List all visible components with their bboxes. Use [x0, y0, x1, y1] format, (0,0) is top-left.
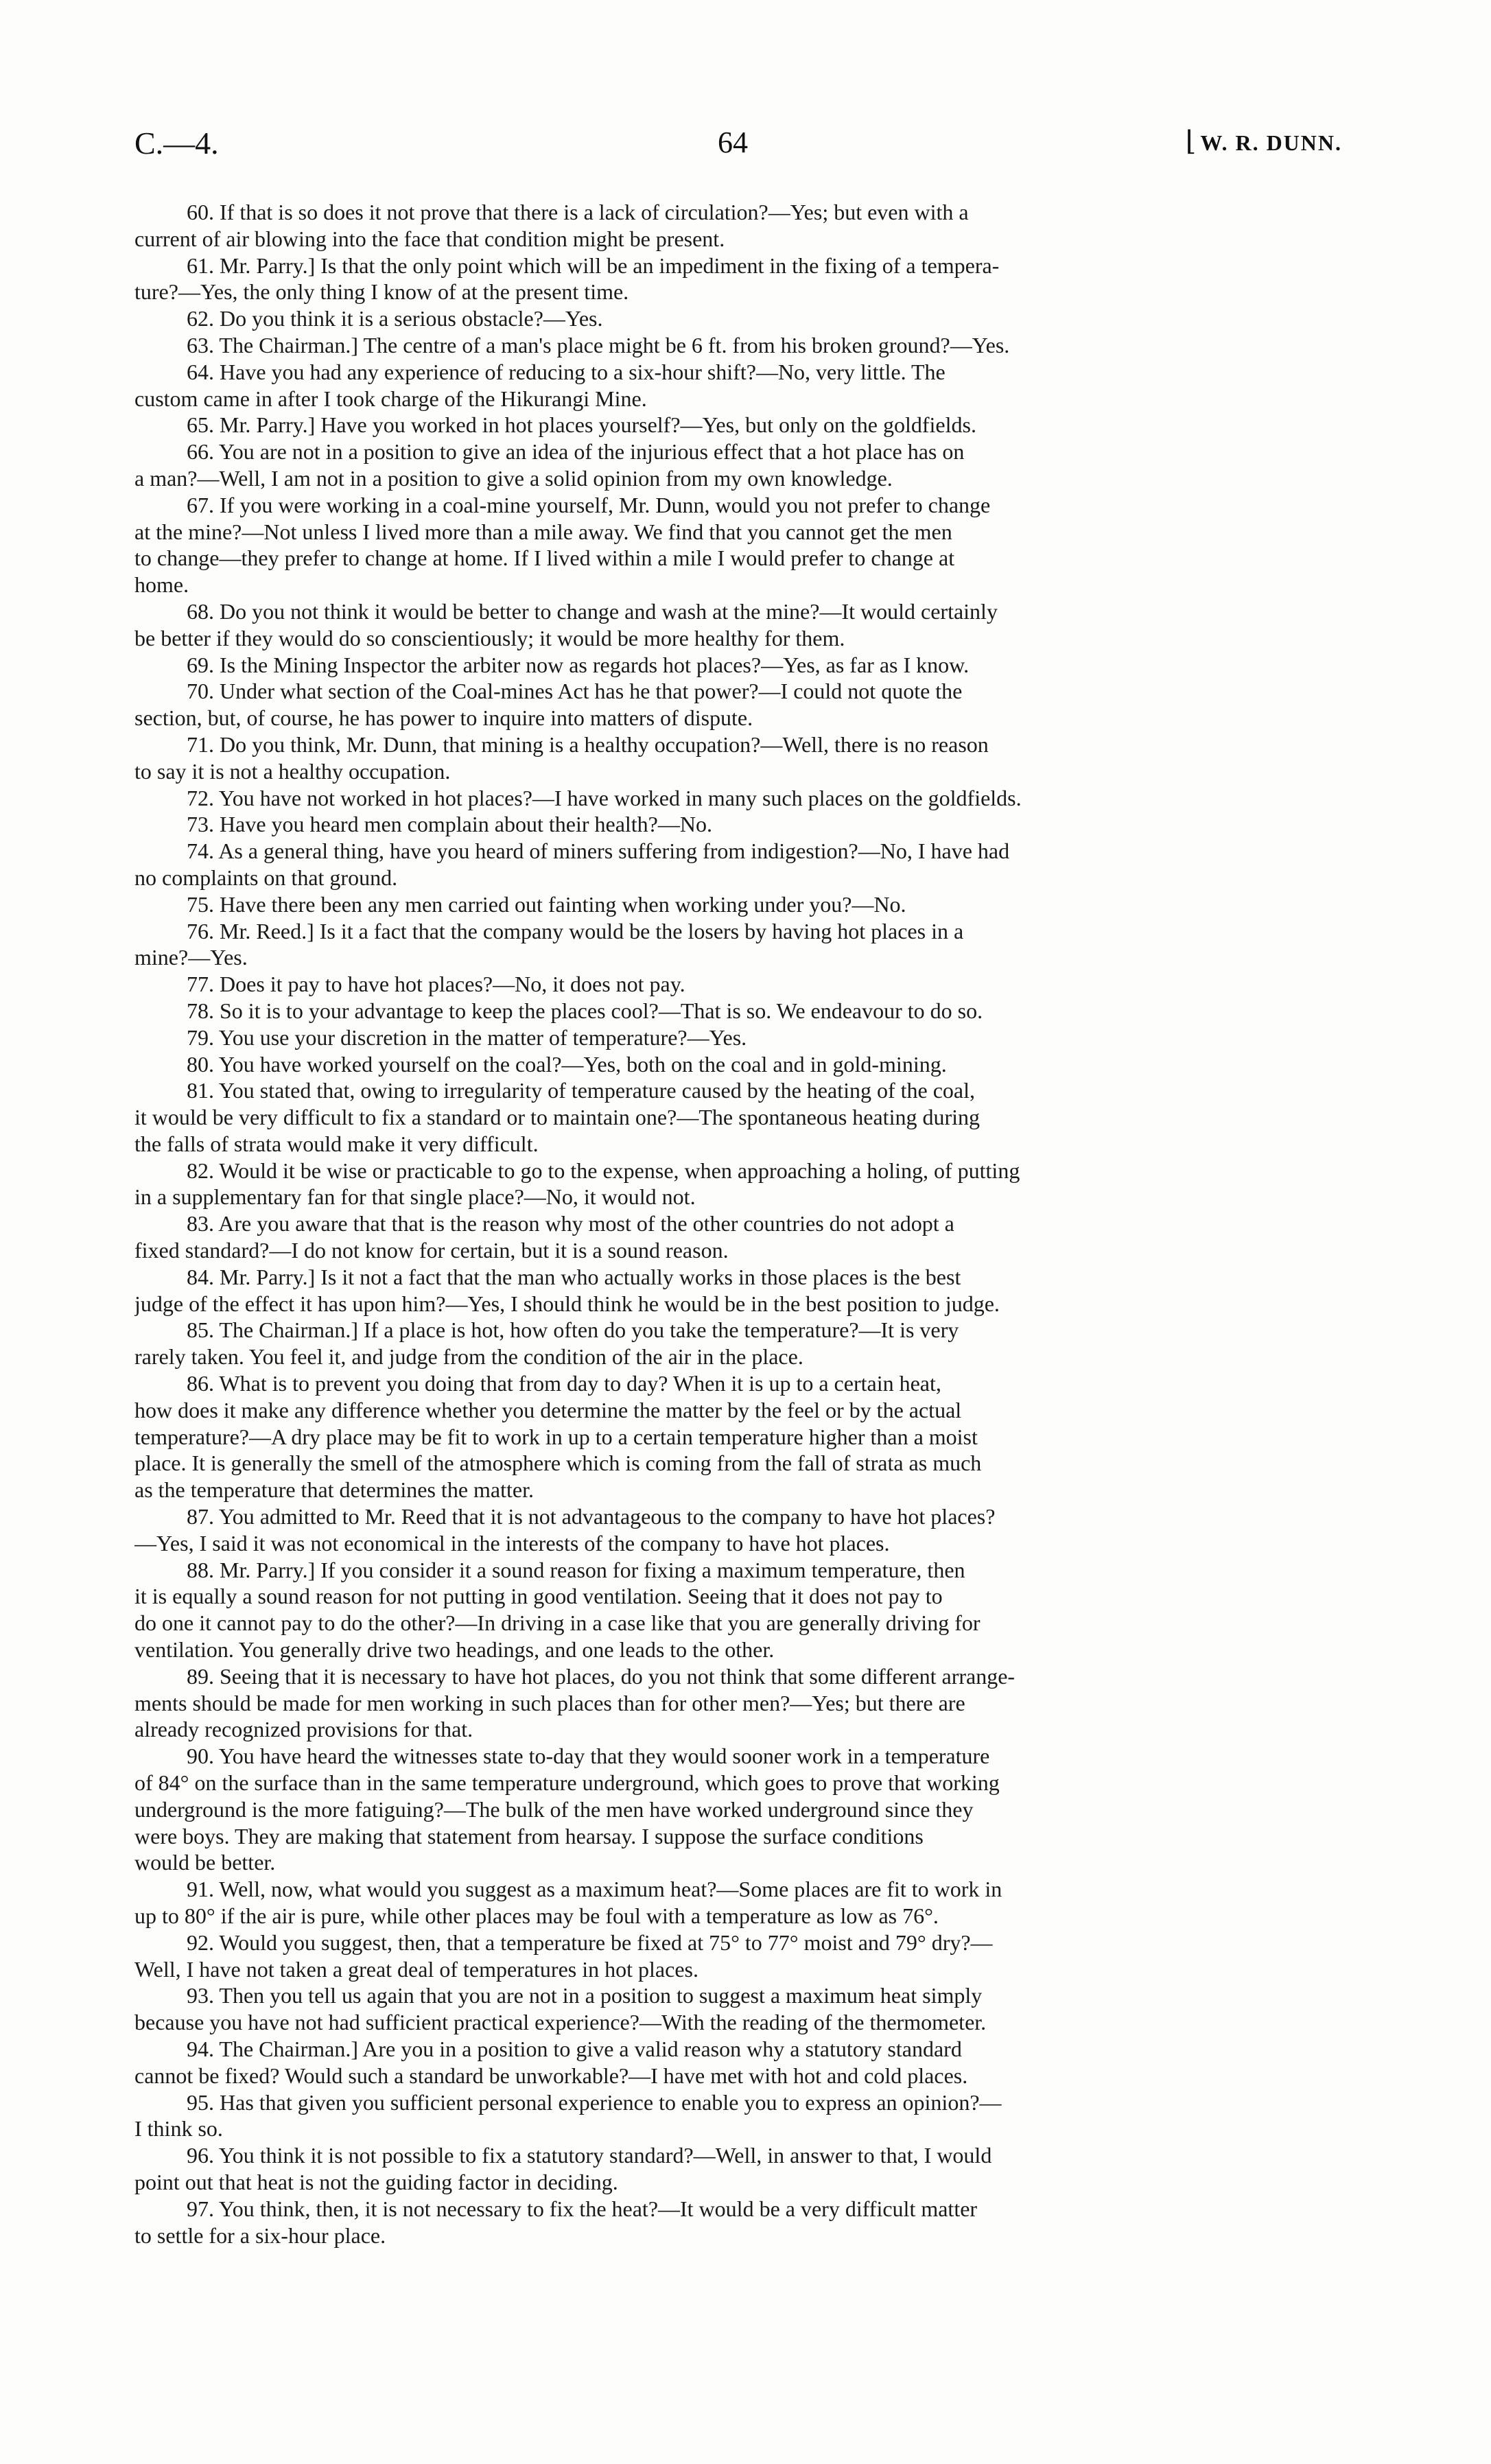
text-line: Well, I have not taken a great deal of temperatures in hot places. [134, 1956, 698, 1982]
text-line: 77. Does it pay to have hot places?—No, it does not pay. [187, 972, 685, 997]
text-line: 69. Is the Mining Inspector the arbiter now as regards hot places?—Yes, as far as I know. [187, 652, 970, 677]
page-header [134, 125, 1342, 173]
text-line: 62. Do you think it is a serious obstacle?—Yes. [187, 306, 603, 331]
text-line: section, but, of course, he has power to inquire into matters of dispute. [134, 705, 753, 731]
text-line: would be better. [134, 1850, 276, 1875]
text-line: were boys. They are making that statement from hearsay. I suppose the surface conditions [134, 1823, 924, 1849]
text-line: 87. You admitted to Mr. Reed that it is not advantageous to the company to have hot places? [187, 1504, 996, 1529]
text-line: to settle for a six-hour place. [134, 2222, 386, 2248]
text-line: 72. You have not worked in hot places?—I have worked in many such places on the goldfields. [187, 785, 1022, 810]
text-line: 76. Mr. Reed.] Is it a fact that the company would be the losers by having hot places in a [187, 918, 964, 943]
text-line: because you have not had sufficient practical experience?—With the reading of the thermometer. [134, 2010, 987, 2035]
text-line: 63. The Chairman.] The centre of a man's place might be 6 ft. from his broken ground?—Yes. [187, 332, 1010, 357]
page-number: 64 [718, 126, 748, 159]
text-line: 94. The Chairman.] Are you in a position to give a valid reason why a statutory standard [187, 2036, 962, 2061]
text-line: 60. If that is so does it not prove that there is a lack of circulation?—Yes; but even with a [187, 200, 969, 224]
text-line: a man?—Well, I am not in a position to give a solid opinion from my own knowledge. [134, 465, 893, 491]
text-line: 86. What is to prevent you doing that from day to day? When it is up to a certain heat, [187, 1371, 941, 1396]
text-line: as the temperature that determines the matter. [134, 1477, 534, 1503]
text-line: home. [134, 572, 189, 598]
text-line: judge of the effect it has upon him?—Yes, I should think he would be in the best position to judge. [134, 1291, 1000, 1316]
text-line: ture?—Yes, the only thing I know of at the present time. [134, 279, 629, 305]
text-line: 74. As a general thing, have you heard of miners suffering from indigestion?—No, I have had [187, 838, 1010, 864]
text-line: of 84° on the surface than in the same temperature underground, which goes to prove that working [134, 1770, 1000, 1796]
text-line: 84. Mr. Parry.] Is it not a fact that the man who actually works in those places is the best [187, 1264, 961, 1289]
text-line: 67. If you were working in a coal-mine yourself, Mr. Dunn, would you not prefer to change [187, 492, 991, 517]
text-line: 64. Have you had any experience of reducing to a six-hour shift?—No, very little. The [187, 359, 946, 384]
text-line: 95. Has that given you sufficient personal experience to enable you to express an opinion?— [187, 2089, 1002, 2115]
text-line: up to 80° if the air is pure, while other places may be foul with a temperature as low as 76°. [134, 1903, 939, 1928]
text-line: no complaints on that ground. [134, 865, 398, 890]
text-line: in a supplementary fan for that single place?—No, it would not. [134, 1184, 696, 1210]
witness-name: ⌊ W. R. DUNN. [1186, 125, 1342, 157]
text-line: it is equally a sound reason for not putting in good ventilation. Seeing that it does not pay to [134, 1584, 943, 1609]
text-line: be better if they would do so conscientiously; it would be more healthy for them. [134, 625, 845, 650]
text-line: current of air blowing into the face that condition might be present. [134, 226, 725, 251]
text-line: —Yes, I said it was not economical in the interests of the company to have hot places. [134, 1530, 890, 1556]
text-line: place. It is generally the smell of the atmosphere which is coming from the fall of strata as much [134, 1451, 982, 1476]
text-line: to change—they prefer to change at home. If I lived within a mile I would prefer to change at [134, 545, 955, 571]
text-line: how does it make any difference whether you determine the matter by the feel or by the actual [134, 1397, 962, 1422]
text-line: mine?—Yes. [134, 945, 248, 970]
body-text [134, 199, 1342, 2249]
text-line: 80. You have worked yourself on the coal?—Yes, both on the coal and in gold-mining. [187, 1051, 947, 1077]
text-line: temperature?—A dry place may be fit to work in up to a certain temperature higher than a moist [134, 1424, 978, 1449]
text-line: already recognized provisions for that. [134, 1717, 473, 1742]
text-line: 75. Have there been any men carried out fainting when working under you?—No. [187, 891, 906, 917]
text-line: 96. You think it is not possible to fix a statutory standard?—Well, in answer to that, I would [187, 2143, 992, 2168]
text-line: 97. You think, then, it is not necessary to fix the heat?—It would be a very difficult matter [187, 2196, 978, 2221]
text-line: 71. Do you think, Mr. Dunn, that mining is a healthy occupation?—Well, there is no reason [187, 731, 989, 757]
text-line: 68. Do you not think it would be better to change and wash at the mine?—It would certainly [187, 598, 998, 624]
text-line: 88. Mr. Parry.] If you consider it a sound reason for fixing a maximum temperature, then [187, 1557, 965, 1582]
text-line: 66. You are not in a position to give an idea of the injurious effect that a hot place has on [187, 439, 965, 465]
text-line: rarely taken. You feel it, and judge from the condition of the air in the place. [134, 1344, 803, 1370]
text-line: 83. Are you aware that that is the reason why most of the other countries do not adopt a [187, 1211, 954, 1236]
text-line: point out that heat is not the guiding factor in deciding. [134, 2169, 618, 2194]
text-line: 61. Mr. Parry.] Is that the only point which will be an impediment in the fixing of a tempera- [187, 253, 1000, 278]
text-line: 89. Seeing that it is necessary to have hot places, do you not think that some different arrange- [187, 1663, 1015, 1689]
text-line: 93. Then you tell us again that you are not in a position to suggest a maximum heat simply [187, 1983, 983, 2008]
text-line: 73. Have you heard men complain about their health?—No. [187, 812, 712, 837]
text-line: 65. Mr. Parry.] Have you worked in hot places yourself?—Yes, but only on the goldfields. [187, 412, 976, 438]
text-line: at the mine?—Not unless I lived more than a mile away. We find that you cannot get the men [134, 519, 952, 544]
text-line: to say it is not a healthy occupation. [134, 758, 451, 784]
text-line: the falls of strata would make it very difficult. [134, 1131, 539, 1156]
text-line: 79. You use your discretion in the matter of temperature?—Yes. [187, 1024, 747, 1050]
text-line: it would be very difficult to fix a standard or to maintain one?—The spontaneous heating during [134, 1105, 980, 1130]
text-line: cannot be fixed? Would such a standard be unworkable?—I have met with hot and cold places. [134, 2063, 968, 2088]
text-line: underground is the more fatiguing?—The bulk of the men have worked underground since they [134, 1796, 974, 1822]
text-line: 81. You stated that, owing to irregularity of temperature caused by the heating of the coal, [187, 1078, 976, 1103]
text-line: 85. The Chairman.] If a place is hot, how often do you take the temperature?—It is very [187, 1317, 959, 1343]
text-line: 92. Would you suggest, then, that a temperature be fixed at 75° to 77° moist and 79° dry?— [187, 1929, 993, 1955]
text-line: 90. You have heard the witnesses state to-day that they would sooner work in a temperature [187, 1744, 990, 1769]
text-line: ments should be made for men working in such places than for other men?—Yes; but there are [134, 1690, 965, 1715]
text-line: fixed standard?—I do not know for certain, but it is a sound reason. [134, 1238, 729, 1263]
text-line: 82. Would it be wise or practicable to go to the expense, when approaching a holing, of putting [187, 1158, 1020, 1183]
text-line: do one it cannot pay to do the other?—In driving in a case like that you are generally driving for [134, 1610, 981, 1636]
text-line: I think so. [134, 2116, 223, 2142]
text-line: custom came in after I took charge of the Hikurangi Mine. [134, 386, 647, 411]
text-line: 78. So it is to your advantage to keep the places cool?—That is so. We endeavour to do so. [187, 998, 983, 1023]
text-line: 70. Under what section of the Coal-mines Act has he that power?—I could not quote the [187, 679, 963, 704]
text-line: 91. Well, now, what would you suggest as a maximum heat?—Some places are fit to work in [187, 1877, 1002, 1902]
paper-number: C.—4. [134, 126, 219, 161]
text-line: ventilation. You generally drive two headings, and one leads to the other. [134, 1637, 775, 1663]
